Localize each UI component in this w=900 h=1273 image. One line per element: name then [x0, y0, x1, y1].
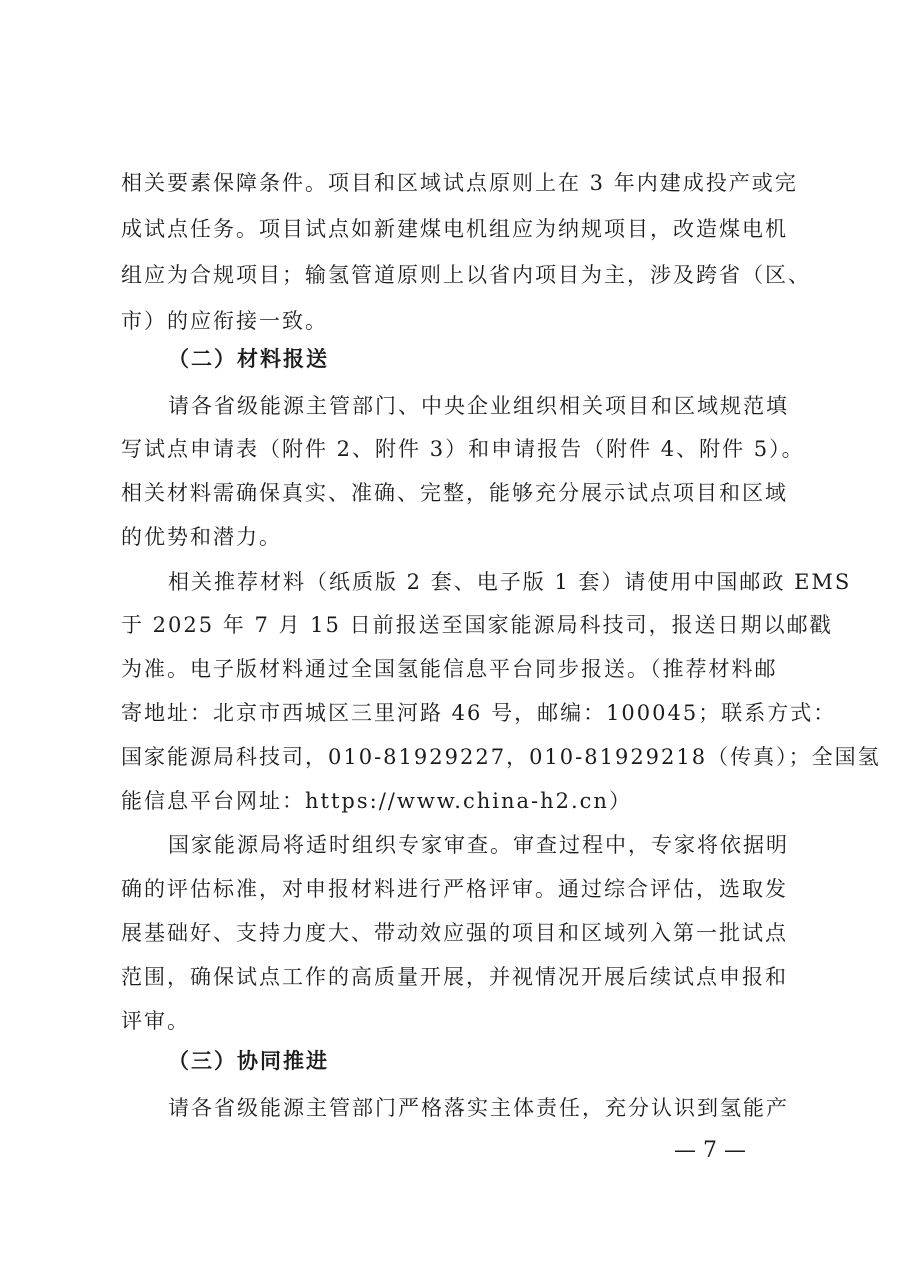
body-text-line: 相关推荐材料（纸质版 2 套、电子版 1 套）请使用中国邮政 EMS: [168, 570, 852, 594]
body-text-line: 请各省级能源主管部门、中央企业组织相关项目和区域规范填: [168, 394, 789, 418]
body-text-line: 寄地址：北京市西城区三里河路 46 号，邮编：100045；联系方式：: [121, 701, 837, 725]
body-text-line: 国家能源局科技司，010-81929227，010-81929218（传真）；全国氢: [121, 745, 881, 769]
body-text-line: 相关材料需确保真实、准确、完整，能够充分展示试点项目和区域: [121, 481, 788, 505]
body-text-line: 范围，确保试点工作的高质量开展，并视情况开展后续试点申报和: [121, 965, 788, 989]
body-text-line: 市）的应衔接一致。: [121, 309, 328, 333]
body-text-line: 确的评估标准，对申报材料进行严格评审。通过综合评估，选取发: [121, 877, 788, 901]
body-text-line: 成试点任务。项目试点如新建煤电机组应为纳规项目，改造煤电机: [121, 217, 788, 241]
body-text-line: 评审。: [121, 1009, 190, 1033]
body-text-line: 国家能源局将适时组织专家审查。审查过程中，专家将依据明: [168, 833, 789, 857]
body-text-line: 的优势和潜力。: [121, 525, 282, 549]
body-text-line: 写试点申请表（附件 2、附件 3）和申请报告（附件 4、附件 5）。: [121, 437, 805, 461]
body-text-line: 请各省级能源主管部门严格落实主体责任，充分认识到氢能产: [168, 1096, 789, 1120]
section-heading-coordination: （三）协同推进: [168, 1049, 329, 1073]
body-text-line: 于 2025 年 7 月 15 日前报送至国家能源局科技司，报送日期以邮戳: [121, 613, 833, 637]
page-number: — 7 —: [674, 1138, 746, 1163]
body-text-line: 能信息平台网址：https://www.china-h2.cn）: [121, 789, 632, 813]
body-text-line: 组应为合规项目；输氢管道原则上以省内项目为主，涉及跨省（区、: [121, 263, 811, 287]
body-text-line: 为准。电子版材料通过全国氢能信息平台同步报送。（推荐材料邮: [121, 657, 778, 681]
body-text-line: 展基础好、支持力度大、带动效应强的项目和区域列入第一批试点: [121, 921, 788, 945]
section-heading-materials: （二）材料报送: [168, 347, 329, 371]
body-text-line: 相关要素保障条件。项目和区域试点原则上在 3 年内建成投产或完: [121, 171, 798, 195]
